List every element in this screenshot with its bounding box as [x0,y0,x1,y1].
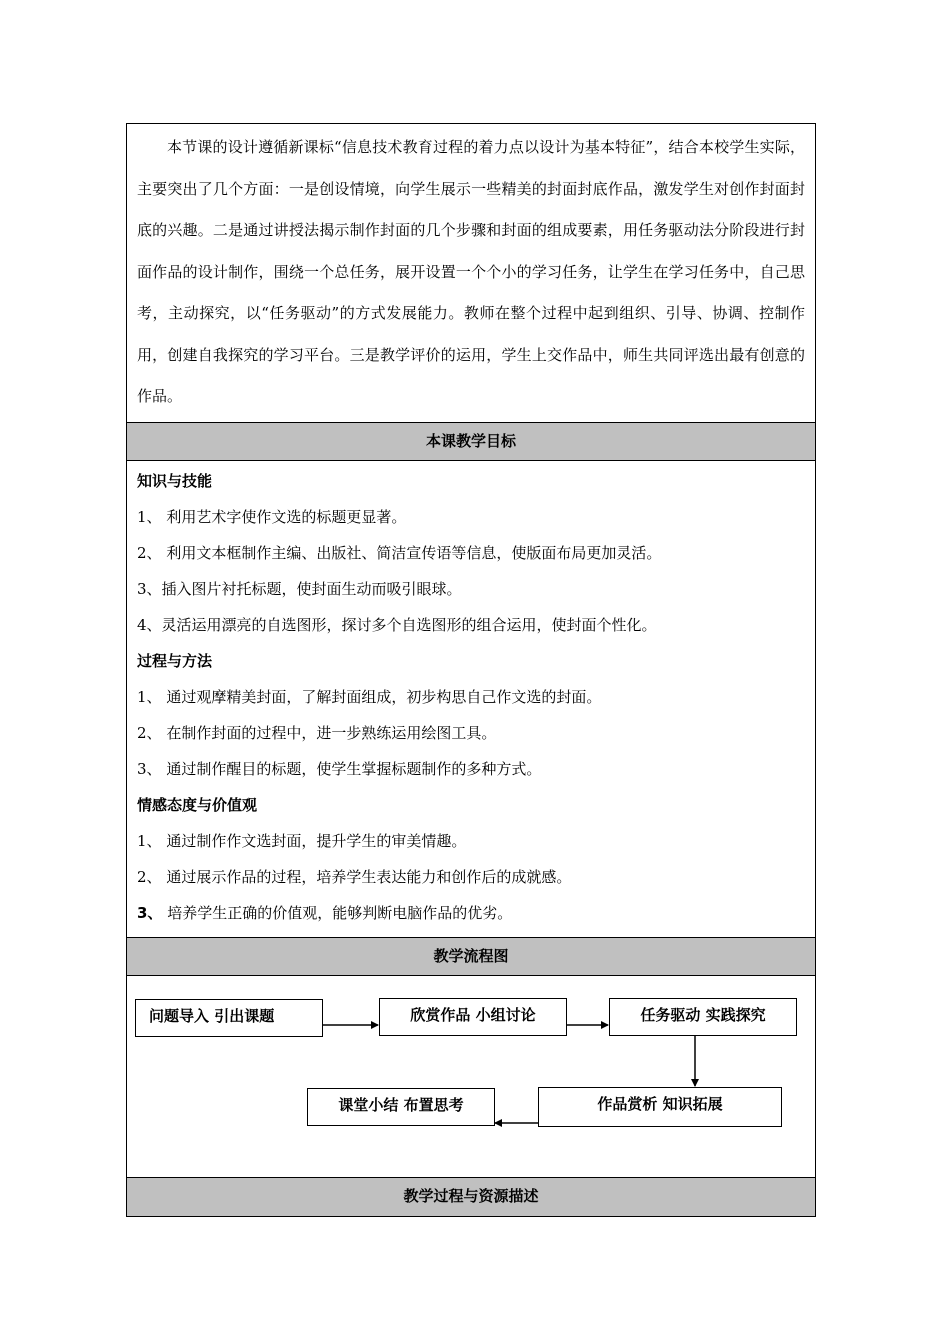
goal-item: 3、插入图片衬托标题，使封面生动而吸引眼球。 [137,579,462,598]
lesson-plan-table [126,123,816,1217]
teaching-goals-header: 本课教学目标 [127,423,815,461]
flowchart-cell [127,976,815,1178]
flow-step-4: 作品赏析 知识拓展 [538,1087,782,1127]
flow-step-3: 任务驱动 实践探究 [609,998,797,1036]
process-header: 教学过程与资源描述 [127,1178,815,1216]
goal-item: 1、 通过观摩精美封面，了解封面组成，初步构思自己作文选的封面。 [137,687,602,706]
goal-section-title: 知识与技能 [137,471,213,490]
goal-item: 1、 通过制作作文选封面，提升学生的审美情趣。 [137,831,467,850]
flow-step-5: 课堂小结 布置思考 [307,1088,495,1126]
goal-item: 4、灵活运用漂亮的自选图形，探讨多个自选图形的组合运用，使封面个性化。 [137,615,657,634]
teaching-goals-cell [127,461,815,938]
goal-item: 2、 通过展示作品的过程，培养学生表达能力和创作后的成就感。 [137,867,572,886]
goal-item: 2、 利用文本框制作主编、出版社、简洁宣传语等信息，使版面布局更加灵活。 [137,543,662,562]
goal-item: 3、 通过制作醒目的标题，使学生掌握标题制作的多种方式。 [137,759,542,778]
goal-item: 3、 培养学生正确的价值观，能够判断电脑作品的优劣。 [137,903,513,922]
design-intro-text: 本节课的设计遵循新课标“信息技术教育过程的着力点以设计为基本特征”，结合本校学生实际，主要突出了几个方面：一是创设情境，向学生展示一些精美的封面封底作品，激发学生对创作封面封底的兴趣。二是通过讲授法揭示制作封面的几个步骤和封面的组成要素，用任务驱动法分阶段进行封面作品的设计制作，围绕一个总任务，展开设置一个个小的学习任务，让学生在学习任务中，自己思考，主动探究，以“任务驱动”的方式发展能力。教师在整个过程中起到组织、引导、协调、控制作用，创建自我探究的学习平台。三是教学评价的运用，学生上交作品中，师生共同评选出最有创意的作品。 [137,138,805,405]
goal-item: 1、 利用艺术字使作文选的标题更显著。 [137,507,407,526]
design-intro-cell [127,124,815,423]
goal-section-title: 情感态度与价值观 [137,795,258,814]
goal-section-title: 过程与方法 [137,651,213,670]
flow-step-1: 问题导入 引出课题 [135,999,323,1037]
goal-item: 2、 在制作封面的过程中，进一步熟练运用绘图工具。 [137,723,497,742]
flow-step-2: 欣赏作品 小组讨论 [379,998,567,1036]
flowchart-header: 教学流程图 [127,938,815,976]
